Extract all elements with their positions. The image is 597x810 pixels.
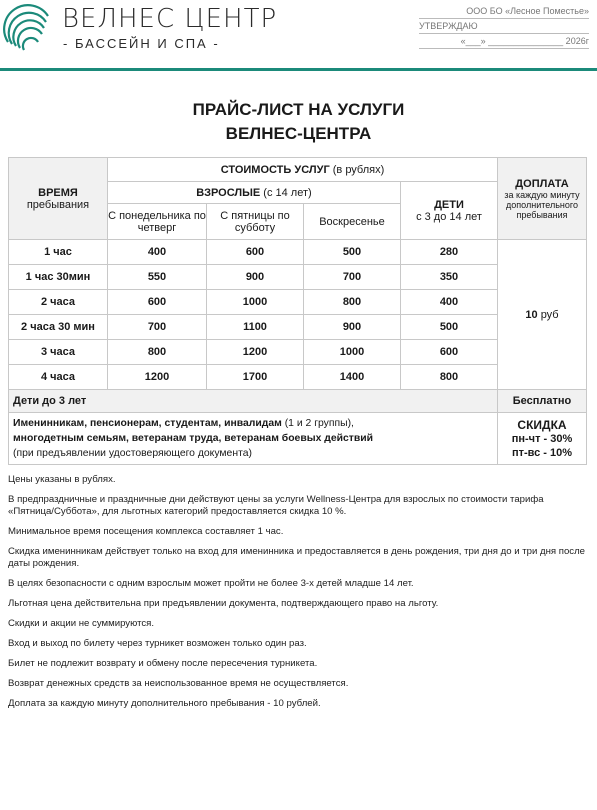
note: Доплата за каждую минуту дополнительного пребывания - 10 рублей. xyxy=(8,698,321,709)
page-title: ПРАЙС-ЛИСТ НА УСЛУГИ ВЕЛНЕС-ЦЕНТРА xyxy=(192,100,405,143)
table-row: 1 час 30мин 550 900 700 350 xyxy=(9,265,587,290)
kids-header: ДЕТИ с 3 до 14 лет xyxy=(401,182,498,240)
extra-value: 10 руб xyxy=(498,240,587,390)
header xyxy=(0,0,597,76)
note: Минимальное время посещения комплекса составляет 1 час. xyxy=(8,526,284,537)
table-row: 4 часа 1200 1700 1400 800 xyxy=(9,365,587,390)
header-divider xyxy=(0,68,597,71)
price-table xyxy=(8,157,587,465)
approval-block xyxy=(419,4,589,49)
table-row: 2 часа 30 мин 700 1100 900 500 xyxy=(9,315,587,340)
note: В целях безопасности с одним взрослым может пройти не более 3-х детей младше 14 лет. xyxy=(8,578,414,589)
time-header: ВРЕМЯ пребывания xyxy=(9,158,108,240)
cost-header: СТОИМОСТЬ УСЛУГ (в рублях) xyxy=(108,158,498,182)
table-row: 3 часа 800 1200 1000 600 xyxy=(9,340,587,365)
col-sunday: Воскресенье xyxy=(304,204,401,240)
note: Льготная цена действительна при предъявлении документа, подтверждающего право на льготу. xyxy=(8,598,439,609)
company-name: ООО БО «Лесное Поместье» xyxy=(419,4,589,19)
note: Билет не подлежит возврату и обмену после пересечения турникета. xyxy=(8,658,318,669)
logo-title: ВЕЛНЕС ЦЕНТР xyxy=(62,4,278,34)
table-row: 1 час 400 600 500 280 10 руб xyxy=(9,240,587,265)
note: В предпраздничные и праздничные дни действуют цены за услуги Wellness-Центра для взрослых по стоимости тарифа «Пятница/Суббота», для льготных категорий предоставляется скидка 10 %. xyxy=(8,494,544,517)
extra-header: ДОПЛАТА за каждую минуту дополнительного пребывания xyxy=(498,158,587,240)
under3-row: Дети до 3 лет Бесплатно xyxy=(9,390,587,413)
logo-mark-icon xyxy=(2,2,54,54)
approve-label: УТВЕРЖДАЮ xyxy=(419,19,589,34)
date-line: «___» _______________ 2026г xyxy=(419,34,589,49)
note: Цены указаны в рублях. xyxy=(8,474,116,485)
note: Скидка именинникам действует только на вход для именинника и предоставляется в день рождения, три дня до и три дня после даты рождения. xyxy=(8,546,586,569)
discount-cell: СКИДКА пн-чт - 30% пт-вс - 10% xyxy=(498,413,587,465)
note: Возврат денежных средств за неиспользованное время не осуществляется. xyxy=(8,678,349,689)
table-row: 2 часа 600 1000 800 400 xyxy=(9,290,587,315)
col-fri-sat: С пятницы по субботу xyxy=(207,204,304,240)
privileged-row: Именинникам, пенсионерам, студентам, инвалидам (1 и 2 группы), многодетным семьям, ветеранам труда, ветеранам боевых действий (при предъявлении удостоверяющего документа) СКИДКА пн-чт - 30% пт-вс - 10% xyxy=(9,413,587,465)
col-mon-thu: С понедельника по четверг xyxy=(108,204,207,240)
notes-list xyxy=(8,474,588,718)
note: Скидки и акции не суммируются. xyxy=(8,618,155,629)
logo-subtitle: - БАССЕЙН И СПА - xyxy=(63,36,220,51)
adults-header: ВЗРОСЛЫЕ (с 14 лет) xyxy=(108,182,401,204)
note: Вход и выход по билету через турникет возможен только один раз. xyxy=(8,638,307,649)
